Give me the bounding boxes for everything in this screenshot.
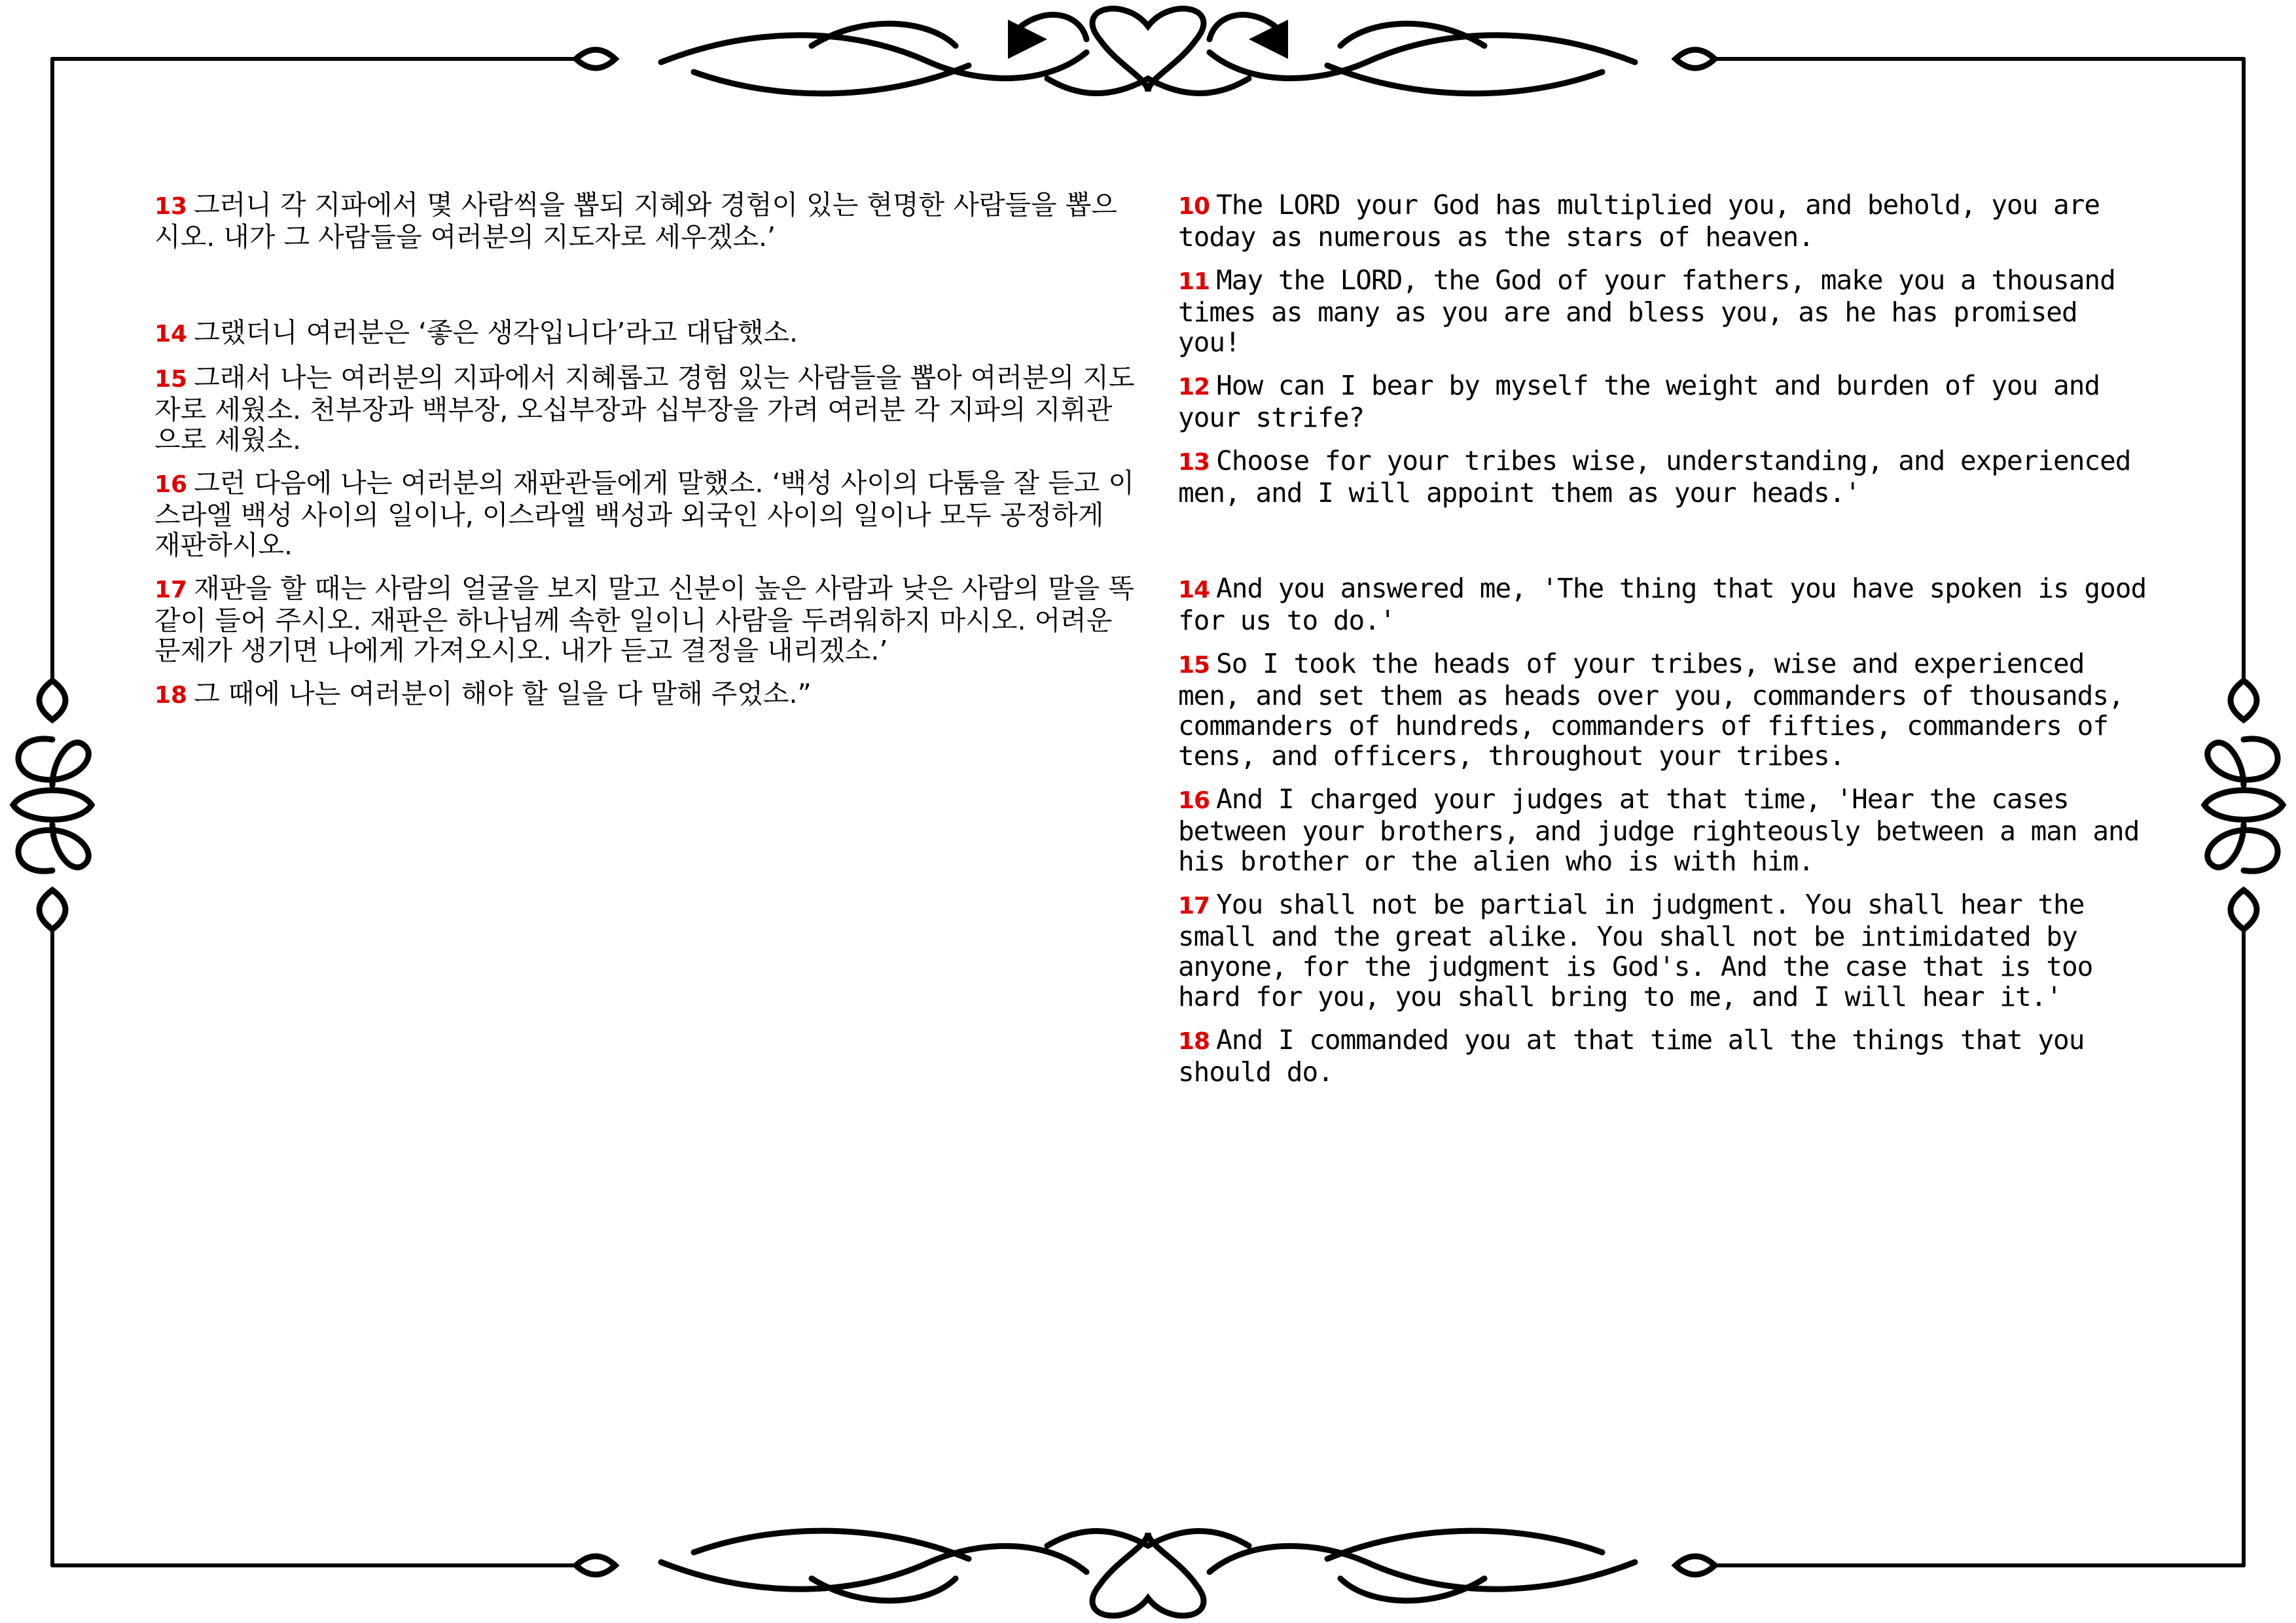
verse-number: 17 [1178,893,1210,919]
english-verse [1178,889,2153,1012]
english-verse [1178,265,2153,357]
verse-number: 13 [1178,449,1210,476]
right-flourish [2204,681,2283,929]
korean-verse [154,573,1136,666]
verse-text: 그 때에 나는 여러분이 해야 할 일을 다 말해 주었소.” [194,678,812,709]
verse-text: 그래서 나는 여러분의 지파에서 지혜롭고 경험 있는 사람들을 뽑아 여러분의 지도자로 세웠소. 천부장과 백부장, 오십부장과 십부장을 가려 여러분 각 지파의 지휘관으로 세웠소. [154,362,1135,455]
top-flourish [576,9,1715,94]
verse-number: 18 [154,682,188,709]
verse-text: Choose for your tribes wise, understanding, and experienced men, and I will appoint them as your heads.' [1178,445,2131,508]
verse-number: 17 [154,577,188,603]
verse-number: 14 [154,321,188,348]
verse-text: You shall not be partial in judgment. You shall hear the small and the great alike. You shall not be intimidated by anyone, for the judgment is God's. And the case that is too hard for you, you shall bring to me, and I will hear it.' [1178,889,2093,1012]
verse-text: And I charged your judges at that time, 'Hear the cases between your brothers, and judge righteously between a man and his brother or the alien who is with him. [1178,783,2140,877]
korean-verse [154,190,1136,252]
verse-number: 11 [1178,268,1210,295]
english-verse [1178,573,2153,635]
verse-text: 그러니 각 지파에서 몇 사람씩을 뽑되 지혜와 경험이 있는 현명한 사람들을 뽑으시오. 내가 그 사람들을 여러분의 지도자로 세우겠소.’ [154,189,1117,253]
verse-text: 그런 다음에 나는 여러분의 재판관들에게 말했소. ‘백성 사이의 다툼을 잘 듣고 이스라엘 백성 사이의 일이나, 이스라엘 백성과 외국인 사이의 일이나 모두 공정하게 재판하시오. [154,467,1134,561]
english-column [1178,190,2153,1100]
verse-number: 16 [1178,787,1210,814]
english-verse [1178,190,2153,252]
korean-verse [154,363,1136,455]
english-verse [1178,1025,2153,1087]
verse-text: How can I bear by myself the weight and burden of you and your strife? [1178,370,2100,433]
verse-text: And I commanded you at that time all the things that you should do. [1178,1024,2085,1088]
bottom-flourish [576,1531,1715,1616]
verse-text: 그랬더니 여러분은 ‘좋은 생각입니다’라고 대답했소. [194,317,798,348]
verse-number: 18 [1178,1028,1210,1055]
verse-number: 15 [154,366,188,393]
korean-verse [154,317,1136,349]
verse-number: 13 [154,193,188,220]
verse-number: 15 [1178,652,1210,679]
verse-text: So I took the heads of your tribes, wise and experienced men, and set them as heads over you, commanders of thousands, commanders of hundreds, commanders of fifties, commanders of tens, and officers, throughout your tribes. [1178,648,2124,772]
english-verse [1178,370,2153,433]
korean-verse [154,468,1136,560]
verse-text: 재판을 할 때는 사람의 얼굴을 보지 말고 신분이 높은 사람과 낮은 사람의 말을 똑같이 들어 주시오. 재판은 하나님께 속한 일이니 사람을 두려워하지 마시오. 어려운 문제가 생기면 나에게 가져오시오. 내가 듣고 결정을 내리겠소.’ [154,573,1134,666]
left-flourish [13,681,92,929]
verse-number: 16 [154,471,188,498]
english-verse [1178,649,2153,771]
verse-text: And you answered me, 'The thing that you have spoken is good for us to do.' [1178,573,2147,636]
verse-number: 10 [1178,193,1210,220]
verse-text: The LORD your God has multiplied you, and behold, you are today as numerous as the stars of heaven. [1178,189,2100,253]
verse-text: May the LORD, the God of your fathers, make you a thousand times as many as you are and bless you, as he has promised you! [1178,264,2115,358]
english-verse [1178,784,2153,876]
english-verse [1178,446,2153,508]
verse-number: 12 [1178,374,1210,401]
korean-column [154,190,1136,724]
verse-number: 14 [1178,577,1210,603]
korean-verse [154,679,1136,711]
